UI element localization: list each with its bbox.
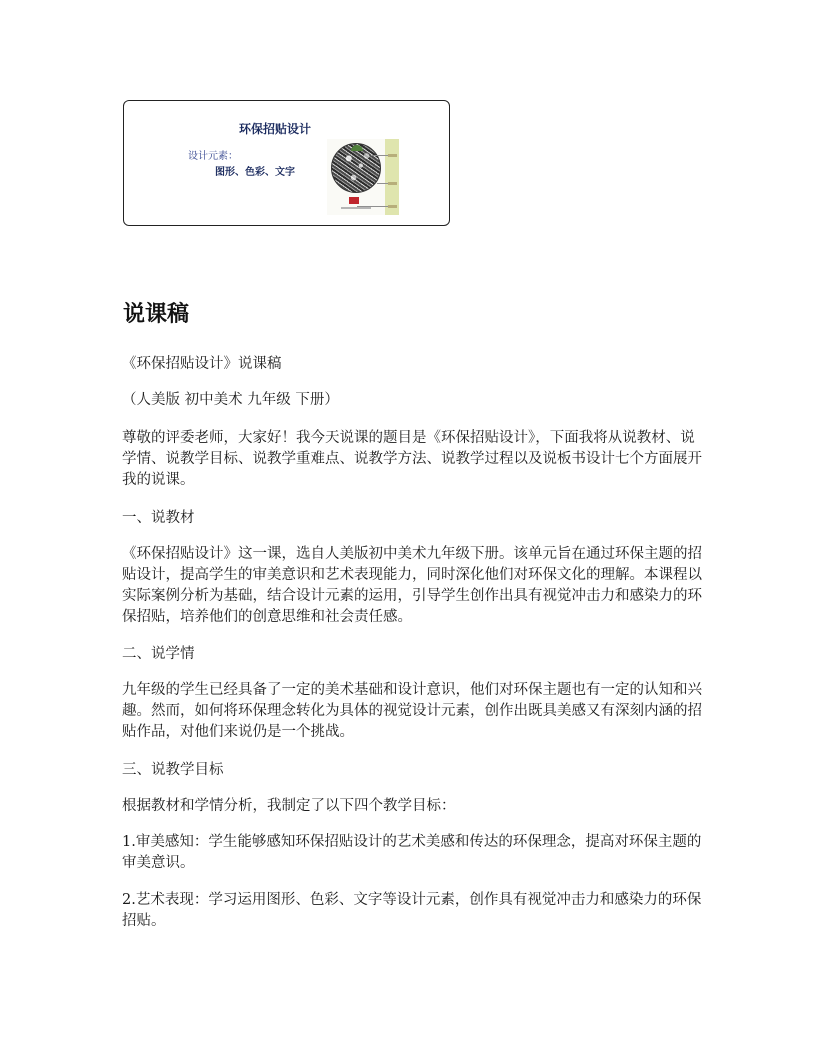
leaf-icon bbox=[351, 145, 363, 151]
pointer-line-icon bbox=[371, 155, 389, 156]
label-tick-icon bbox=[388, 154, 397, 157]
objectives-intro: 根据教材和学情分析，我制定了以下四个教学目标： bbox=[122, 798, 456, 814]
lesson-title-line: 《环保招贴设计》说课稿 bbox=[122, 356, 282, 372]
edition-line: （人美版 初中美术 九年级 下册） bbox=[122, 392, 339, 408]
materials-paragraph: 《环保招贴设计》这一课，选自人美版初中美术九年级下册。该单元旨在通过环保主题的招贴设计，提高学生的审美意识和艺术表现能力，同时深化他们对环保文化的理解。本课程以实际案例分析为基础，结合设计元素的运用，引导学生创作出具有视觉冲击力和感染力的环保招贴，培养他们的创意思维和社会责任感。 bbox=[122, 546, 702, 625]
slide-thumbnail bbox=[123, 100, 450, 226]
slide-title: 环保招贴设计 bbox=[239, 122, 312, 136]
label-tick-icon bbox=[388, 182, 397, 185]
pointer-line-icon bbox=[357, 206, 389, 207]
document-title: 说课稿 bbox=[123, 302, 190, 327]
poster-logo-icon bbox=[349, 197, 359, 204]
intro-paragraph: 尊敬的评委老师，大家好！我今天说课的题目是《环保招贴设计》，下面我将从说教材、说学情、说教学目标、说教学重难点、说教学方法、说教学过程以及说板书设计七个方面展开我的说课。 bbox=[122, 430, 702, 488]
section-heading-objectives: 三、说教学目标 bbox=[122, 762, 224, 778]
poster-caption-line bbox=[341, 207, 371, 209]
slide-elements-list: 图形、色彩、文字 bbox=[215, 167, 295, 178]
label-tick-icon bbox=[388, 205, 397, 208]
poster-image bbox=[327, 139, 399, 215]
objective-item-1: 1.审美感知：学生能够感知环保招贴设计的艺术美感和传达的环保理念，提高对环保主题的审美意识。 bbox=[122, 834, 702, 871]
section-heading-materials: 一、说教材 bbox=[122, 510, 195, 526]
poster-side-strip bbox=[385, 139, 399, 215]
poster-frame bbox=[327, 139, 385, 215]
objective-item-2: 2.艺术表现：学习运用图形、色彩、文字等设计元素，创作具有视觉冲击力和感染力的环保招贴。 bbox=[122, 892, 702, 929]
students-paragraph: 九年级的学生已经具备了一定的美术基础和设计意识，他们对环保主题也有一定的认知和兴趣。然而，如何将环保理念转化为具体的视觉设计元素，创作出既具美感又有深刻内涵的招贴作品，对他们来说仍是一个挑战。 bbox=[122, 682, 702, 740]
section-heading-students: 二、说学情 bbox=[122, 646, 195, 662]
slide-elements-label: 设计元素： bbox=[188, 151, 238, 162]
